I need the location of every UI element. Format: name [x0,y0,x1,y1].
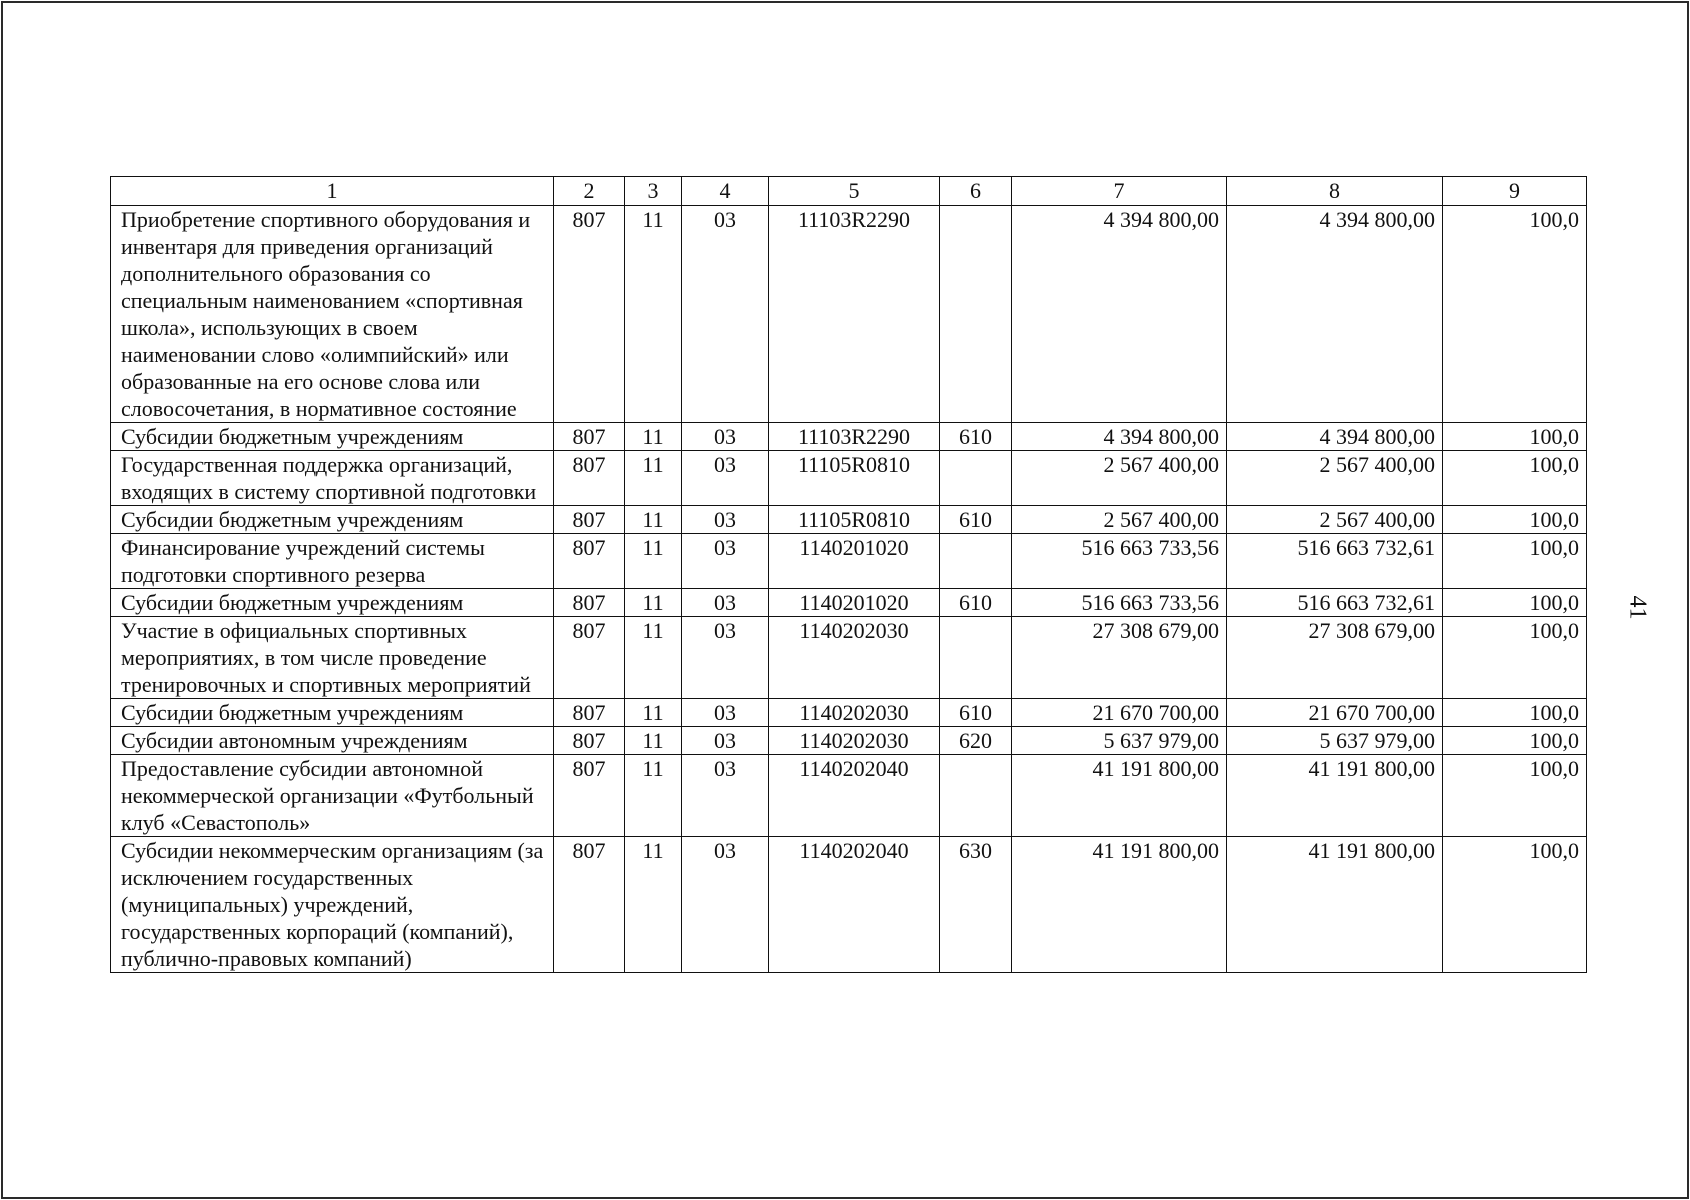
section-cell: 11 [625,423,682,451]
header-cell: 2 [554,177,625,206]
planned-amount-cell: 27 308 679,00 [1012,617,1227,699]
actual-amount-cell: 516 663 732,61 [1227,589,1443,617]
expense-type-cell [940,534,1012,589]
percent-cell: 100,0 [1443,727,1587,755]
section-cell: 11 [625,206,682,423]
target-article-cell: 1140202030 [769,699,940,727]
planned-amount-cell: 41 191 800,00 [1012,755,1227,837]
row-name-cell: Государственная поддержка организаций, входящих в систему спортивной подготовки [111,451,554,506]
row-name-cell: Предоставление субсидии автономной некоммерческой организации «Футбольный клуб «Севастополь» [111,755,554,837]
subsection-cell: 03 [682,423,769,451]
section-cell: 11 [625,755,682,837]
section-cell: 11 [625,837,682,973]
header-cell: 7 [1012,177,1227,206]
actual-amount-cell: 27 308 679,00 [1227,617,1443,699]
actual-amount-cell: 21 670 700,00 [1227,699,1443,727]
subsection-cell: 03 [682,206,769,423]
section-cell: 11 [625,589,682,617]
section-cell: 11 [625,727,682,755]
table-row [111,617,1587,699]
subsection-cell: 03 [682,755,769,837]
header-cell: 6 [940,177,1012,206]
header-cell: 9 [1443,177,1587,206]
header-cell: 8 [1227,177,1443,206]
row-name-cell: Финансирование учреждений системы подготовки спортивного резерва [111,534,554,589]
expense-type-cell: 630 [940,837,1012,973]
row-name-cell: Приобретение спортивного оборудования и инвентаря для приведения организаций дополнительного образования со специальным наименованием «спортивная школа», использующих в своем наименовании слово «олимпийский» или образованные на его основе слова или словосочетания, в нормативное состояние [111,206,554,423]
percent-cell: 100,0 [1443,451,1587,506]
row-name-cell: Участие в официальных спортивных мероприятиях, в том числе проведение тренировочных и спортивных мероприятий [111,617,554,699]
subsection-cell: 03 [682,589,769,617]
expense-type-cell: 610 [940,506,1012,534]
planned-amount-cell: 4 394 800,00 [1012,423,1227,451]
row-name-cell: Субсидии автономным учреждениям [111,727,554,755]
table-row [111,534,1587,589]
actual-amount-cell: 4 394 800,00 [1227,206,1443,423]
target-article-cell: 11103R2290 [769,423,940,451]
expense-type-cell: 620 [940,727,1012,755]
page-number: 41 [1624,595,1651,620]
admin-code-cell: 807 [554,755,625,837]
percent-cell: 100,0 [1443,506,1587,534]
table-row [111,699,1587,727]
subsection-cell: 03 [682,699,769,727]
section-cell: 11 [625,617,682,699]
percent-cell: 100,0 [1443,589,1587,617]
table-body [111,177,1587,973]
planned-amount-cell: 5 637 979,00 [1012,727,1227,755]
expense-type-cell [940,617,1012,699]
percent-cell: 100,0 [1443,534,1587,589]
table-row [111,423,1587,451]
percent-cell: 100,0 [1443,423,1587,451]
expense-type-cell [940,755,1012,837]
actual-amount-cell: 516 663 732,61 [1227,534,1443,589]
header-cell: 5 [769,177,940,206]
table-row [111,589,1587,617]
admin-code-cell: 807 [554,206,625,423]
subsection-cell: 03 [682,727,769,755]
target-article-cell: 11105R0810 [769,506,940,534]
section-cell: 11 [625,534,682,589]
expense-type-cell: 610 [940,423,1012,451]
row-name-cell: Субсидии бюджетным учреждениям [111,506,554,534]
percent-cell: 100,0 [1443,617,1587,699]
table-row [111,755,1587,837]
target-article-cell: 1140202030 [769,727,940,755]
planned-amount-cell: 2 567 400,00 [1012,506,1227,534]
planned-amount-cell: 41 191 800,00 [1012,837,1227,973]
table-row [111,206,1587,423]
percent-cell: 100,0 [1443,699,1587,727]
row-name-cell: Субсидии бюджетным учреждениям [111,423,554,451]
target-article-cell: 1140202040 [769,755,940,837]
admin-code-cell: 807 [554,534,625,589]
section-cell: 11 [625,506,682,534]
target-article-cell: 1140201020 [769,589,940,617]
table-header-row [111,177,1587,206]
actual-amount-cell: 2 567 400,00 [1227,506,1443,534]
subsection-cell: 03 [682,506,769,534]
subsection-cell: 03 [682,534,769,589]
section-cell: 11 [625,699,682,727]
admin-code-cell: 807 [554,837,625,973]
row-name-cell: Субсидии бюджетным учреждениям [111,589,554,617]
percent-cell: 100,0 [1443,755,1587,837]
actual-amount-cell: 41 191 800,00 [1227,837,1443,973]
planned-amount-cell: 516 663 733,56 [1012,589,1227,617]
subsection-cell: 03 [682,837,769,973]
planned-amount-cell: 2 567 400,00 [1012,451,1227,506]
header-cell: 3 [625,177,682,206]
percent-cell: 100,0 [1443,837,1587,973]
admin-code-cell: 807 [554,589,625,617]
target-article-cell: 1140202040 [769,837,940,973]
expense-type-cell [940,451,1012,506]
percent-cell: 100,0 [1443,206,1587,423]
target-article-cell: 11105R0810 [769,451,940,506]
row-name-cell: Субсидии бюджетным учреждениям [111,699,554,727]
actual-amount-cell: 2 567 400,00 [1227,451,1443,506]
expense-type-cell: 610 [940,699,1012,727]
expense-type-cell: 610 [940,589,1012,617]
subsection-cell: 03 [682,451,769,506]
target-article-cell: 1140201020 [769,534,940,589]
table-row [111,837,1587,973]
header-cell: 4 [682,177,769,206]
admin-code-cell: 807 [554,699,625,727]
table-row [111,506,1587,534]
expense-type-cell [940,206,1012,423]
table-row [111,451,1587,506]
target-article-cell: 11103R2290 [769,206,940,423]
admin-code-cell: 807 [554,617,625,699]
admin-code-cell: 807 [554,506,625,534]
admin-code-cell: 807 [554,423,625,451]
actual-amount-cell: 41 191 800,00 [1227,755,1443,837]
planned-amount-cell: 516 663 733,56 [1012,534,1227,589]
target-article-cell: 1140202030 [769,617,940,699]
subsection-cell: 03 [682,617,769,699]
planned-amount-cell: 4 394 800,00 [1012,206,1227,423]
row-name-cell: Субсидии некоммерческим организациям (за исключением государственных (муниципальных) учреждений, государственных корпораций (компаний), публично-правовых компаний) [111,837,554,973]
header-cell: 1 [111,177,554,206]
actual-amount-cell: 4 394 800,00 [1227,423,1443,451]
budget-table [110,176,1587,973]
actual-amount-cell: 5 637 979,00 [1227,727,1443,755]
table-row [111,727,1587,755]
section-cell: 11 [625,451,682,506]
admin-code-cell: 807 [554,451,625,506]
admin-code-cell: 807 [554,727,625,755]
planned-amount-cell: 21 670 700,00 [1012,699,1227,727]
